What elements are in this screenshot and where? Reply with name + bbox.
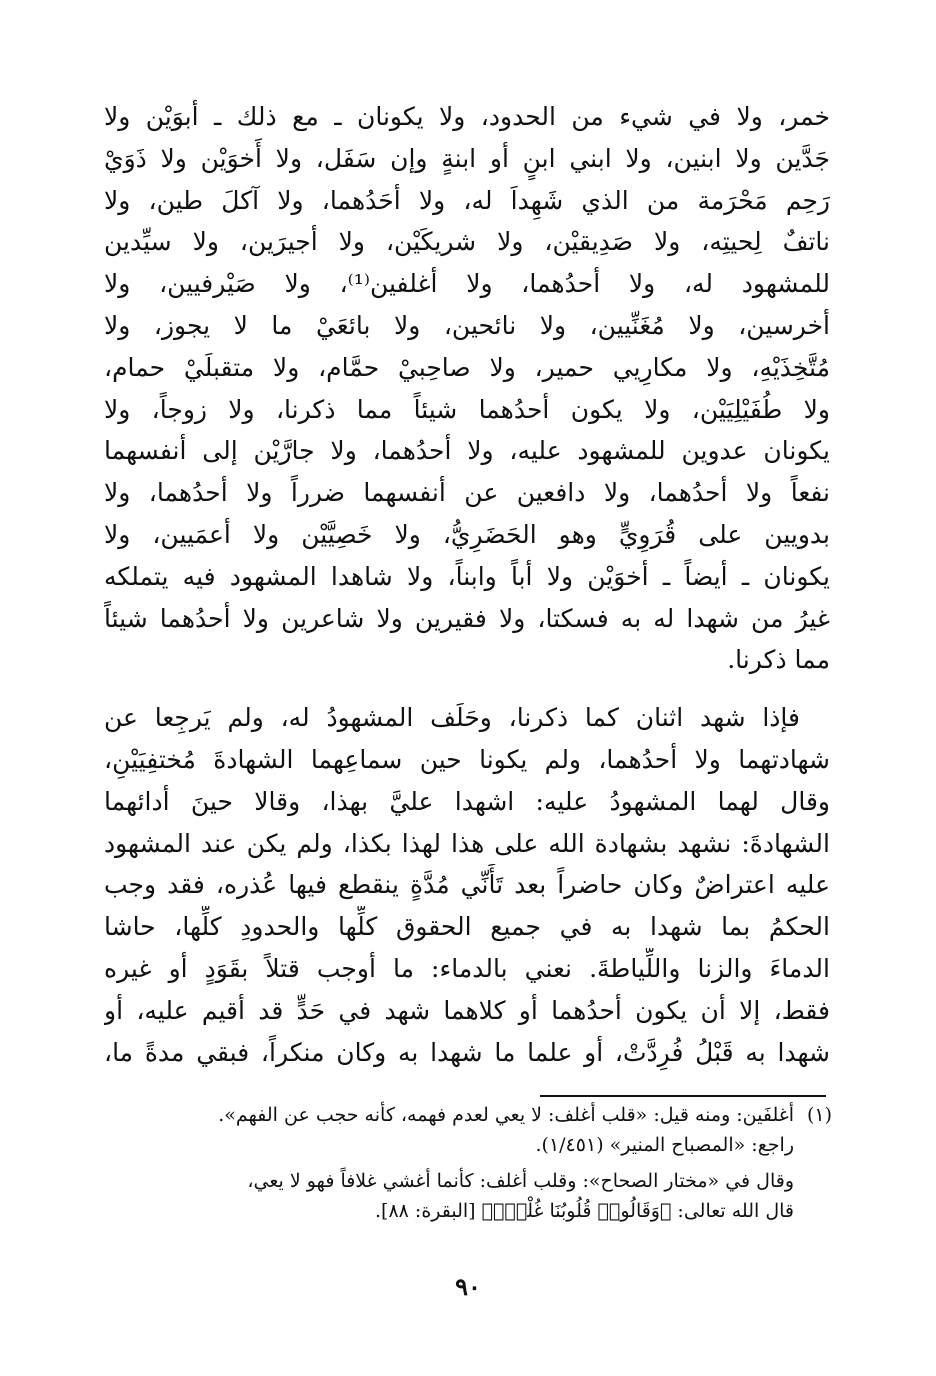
text-line: مُتَّخِذَيْهِ، ولا مكارِيي حمير، ولا صاحِبيْ حمَّام، ولا متقبلَيْ حمام، — [104, 352, 830, 382]
text-line: رَحِم مَحْرَمة من الذي شَهِداَ له، ولا أحَدُهما، ولا آكلَ طين، ولا — [104, 185, 830, 215]
text-line: يكونان عدوين للمشهود عليه، ولا أحدُهما، ولا جارَّيْن إلى أنفسهما — [104, 436, 830, 466]
text-line: للمشهود له، ولا أحدُهما، ولا أغلفين⁽¹⁾، ولا صَيْرفيين، ولا — [104, 269, 830, 299]
main-text — [104, 96, 830, 1073]
text-line: خمر، ولا في شيء من الحدود، ولا يكونان ـ مع ذلك ـ أبوَيْن ولا — [104, 102, 830, 131]
footnote-text: أغلفَين: ومنه قيل: «قلب أغلف: لا يعي لعدم فهمه، كأنه حجب عن الفهم». — [218, 1104, 794, 1126]
paragraph-gap — [104, 681, 830, 697]
footnote-line: راجع: «المصباح المنير» (١/٤٥١). — [535, 1134, 794, 1156]
text-line: جَدَّين ولا ابنين، ولا ابني ابنٍ أو ابنةٍ وإن سَفَل، ولا أَخوَيْن ولا ذَوَيْ — [104, 143, 830, 173]
text-line: نفعاً ولا أحدُهما، ولا دافعين عن أنفسهما ضرراً ولا أحدُهما، ولا — [104, 478, 830, 508]
text-line: ولا طُفَيْلِيَيْن، ولا يكون أحدُهما شيئاً مما ذكرنا، ولا زوجاً، ولا — [104, 394, 830, 424]
text-line: أخرسين، ولا مُغَنِّيين، ولا نائحين، ولا بائعَيْ ما لا يجوز، ولا — [104, 310, 830, 340]
footnote-line — [104, 1100, 832, 1130]
text-line: شهادتهما ولا أحدُهما، ولم يكونا حين سماعِهما الشهادةَ مُختفِيَيْنِ، — [104, 744, 830, 774]
footnote-separator — [540, 1095, 826, 1097]
text-line: الحكمُ بما شهدا به في جميع الحقوق كلِّها والحدودِ كلِّها، حاشا — [104, 912, 830, 942]
footnotes — [104, 1100, 832, 1226]
text-line: شهدا به قَبْلُ فُرِدَّتْ، أو علما ما شهدا به وكان منكراً، فبقي مدةً ما، — [104, 1037, 830, 1067]
paragraph-1 — [104, 96, 830, 681]
paragraph-2 — [104, 697, 830, 1073]
text-line: بدويين على قُرَوِيٍّ وهو الحَضَرِيُّ، ولا خَصِيَّيْن ولا أعمَيين، ولا — [104, 519, 830, 549]
text-line: وقال لهما المشهودُ عليه: اشهدا عليَّ بهذا، وقالا حينَ أدائهما — [104, 786, 830, 816]
text-line: عليه اعتراضٌ وكان حاضراً بعد تَأَنِّي مُدَّةٍ ينقطع فيها عُذره، فقد وجب — [104, 870, 830, 900]
text-line: الدماءَ والزنا واللِّياطةَ. نعني بالدماء: ما أوجب قتلاً بقَوَدٍ أو غيره — [104, 953, 830, 983]
page-number: ٩٠ — [455, 1272, 481, 1301]
text-line: ناتفٌ لِحيتِه، ولا صَدِيقيْن، ولا شريكَيْن، ولا أجيرَين، ولا سيِّدين — [104, 227, 830, 257]
text-line: يكونان ـ أيضاً ـ أخوَيْن ولا أباً وابناً، ولا شاهدا المشهود فيه يتملكه — [104, 561, 830, 591]
text-line: مما ذكرنا. — [727, 645, 830, 675]
footnote-number: (١) — [806, 1104, 832, 1126]
footnote-line: قال الله تعالى: ﴿وَقَالُوا۟ قُلُوبُنَا غُلْفٌۢ﴾ [البقرة: ٨٨]. — [375, 1200, 794, 1222]
text-line: الشهادةَ: نشهد بشهادة الله على هذا لهذا بكذا، ولم يكن عند المشهود — [104, 828, 830, 858]
text-line: فقط، إلا أن يكون أحدُهما أو كلاهما شهد في حَدٍّ قد أقيم عليه، أو — [104, 995, 830, 1025]
text-line: غيرُ من شهدا له به فسكتا، ولا فقيرين ولا شاعرين ولا أحدُهما شيئاً — [104, 603, 830, 633]
text-line: فإذا شهد اثنان كما ذكرنا، وحَلَف المشهودُ له، ولم يَرجِعا عن — [104, 703, 800, 733]
footnote-line: وقال في «مختار الصحاح»: وقلب أغلف: كأنما أغشي غلافاً فهو لا يعي، — [247, 1170, 794, 1192]
